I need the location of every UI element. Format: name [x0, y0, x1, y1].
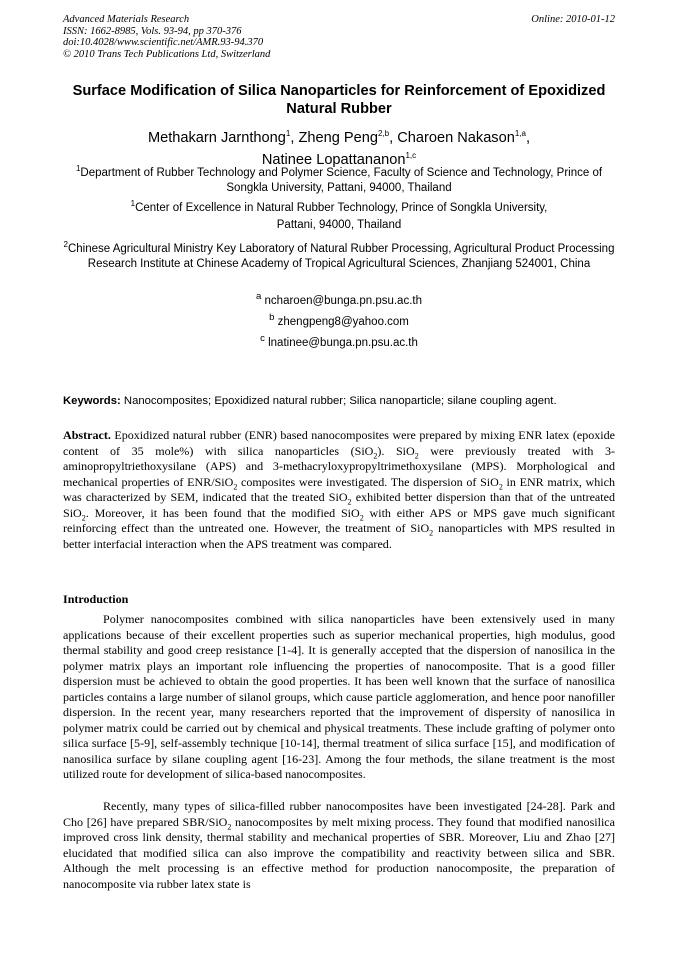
paragraph-text: nanocomposites by melt mixing process. They found that modified nanosilica improved cross link density, thermal stability and mechanical properties of SBR. Moreover, Liu and Zhao [27] elucidated that modified silica can also improve the compatibility and reactivity between silica and SBR. Although the melt processing is an effective method for production nanocomposite, the preparation of nanocomposite via rubber latex state is — [63, 814, 615, 891]
paragraph-text: Recently, many types of silica-filled rubber nanocomposites have been investigated [24-28]. Park and Cho [26] have prepared SBR/SiO — [63, 799, 615, 829]
issn-line: ISSN: 1662-8985, Vols. 93-94, pp 370-376 — [63, 25, 242, 37]
author-name: Methakarn Jarnthong — [147, 129, 286, 146]
author-name: Charoen Nakason — [397, 129, 515, 146]
affiliation-3 — [63, 237, 615, 273]
email-sup: a — [256, 291, 262, 302]
affiliation-text: Chinese Agricultural Ministry Key Laboratory of Natural Rubber Processing, Agricultural Product Processing Research Institute at Chinese Academy of Tropical Agricultural Sciences, Zhanjiang 524001, China — [67, 242, 615, 271]
email-b — [63, 311, 615, 329]
intro-paragraph-1: Polymer nanocomposites combined with silica nanoparticles have been extensively used in many applications because of their excellent properties such as superior mechanical properties, high modulus, good thermal stability and good creep resistance [1-4]. It is generally accepted that the dispersion of nanosilica in the polymer matrix plays an important role influencing the properties of nanocomposite. That is a good filler dispersion must be achieved to obtain the good properties. It has been well known that the surface of nanosilica particles contains a large number of silanol groups, which cause particle agglomeration, and hence poor nanofiller dispersion. In the recent year, many researchers reported that the improvement of dispersity of nanosilica in polymer matrix could be carried out by chemical and physical treatments. These include grafting of polymer onto silica surface [5-9], self-assembly technique [10-14], thermal treatment of silica surface [15], and modification of nanosilica surface by silane coupling agent [16-23]. Among the four methods, the silane treatment is the most utilized route for development of silica-based nanocomposites. — [63, 612, 615, 781]
affiliation-2-cont: Pattani, 94000, Thailand — [276, 219, 402, 231]
email-address[interactable]: ncharoen@bunga.pn.psu.ac.th — [264, 294, 422, 307]
abstract-label: Abstract. — [63, 428, 111, 442]
affiliation-sup: 1 — [75, 164, 81, 173]
subscript: 2 — [498, 481, 503, 491]
subscript: 2 — [359, 512, 364, 522]
keywords — [63, 394, 623, 408]
email-c — [63, 332, 615, 350]
author-list: Methakarn Jarnthong$^1$, Zheng Peng$^{2,b}$, Charoen Nakason$^{1,a}$, Natinee Lopattananon$^{1,c}$ — [147, 129, 531, 168]
affiliation-1 — [63, 161, 615, 197]
affiliation-2 — [63, 196, 615, 216]
abstract-text: nanoparticles with MPS resulted in better interfacial interaction when the APS treatment was compared. — [63, 521, 615, 551]
paper-title: Surface Modification of Silica Nanoparticles for Reinforcement of Epoxidized Natural Rubber — [72, 83, 606, 117]
abstract-text: composites were investigated. The dispersion of SiO — [237, 474, 499, 489]
intro-paragraph-2 — [63, 799, 615, 892]
keywords-text: Nanocomposites; Epoxidized natural rubber; Silica nanoparticle; silane coupling agent. — [123, 395, 557, 407]
affiliation-sup: 1 — [130, 199, 136, 208]
author-name: Zheng Peng — [298, 129, 378, 146]
subscript: 2 — [414, 450, 419, 460]
subscript: 2 — [429, 528, 434, 538]
author-sup: 1 — [285, 129, 291, 138]
subscript: 2 — [233, 481, 238, 491]
doi-line[interactable]: doi:10.4028/www.scientific.net/AMR.93-94.370 — [63, 37, 264, 48]
affiliation-sup: 2 — [63, 240, 68, 249]
copyright-line: © 2010 Trans Tech Publications Ltd, Switzerland — [63, 48, 271, 60]
subscript: 2 — [347, 497, 352, 507]
affiliation-text: Center of Excellence in Natural Rubber Technology, Prince of Songkla University, — [135, 201, 548, 214]
abstract-text: exhibited better dispersion than that of the untreated SiO — [63, 490, 615, 520]
author-sup: 1,a — [514, 129, 526, 138]
abstract-text: Epoxidized natural rubber (ENR) based nanocomposites were prepared by mixing ENR latex (epoxide content of 35 mole%) with silica nanoparticles (SiO — [63, 428, 615, 458]
abstract-text: with either APS or MPS gave much significant reinforcing effect than the untreated one. However, the treatment of SiO — [63, 505, 615, 535]
email-address[interactable]: lnatinee@bunga.pn.psu.ac.th — [268, 336, 418, 349]
email-address[interactable]: zhengpeng8@yahoo.com — [277, 315, 409, 328]
abstract-text: were previously treated with 3-aminopropyltriethoxysilane (APS) and 3-methacryloxypropyltrimethoxysilane (MPS). Morphological and mechanical properties of ENR/SiO — [63, 443, 615, 489]
online-date: Online: 2010-01-12 — [531, 14, 615, 25]
abstract-text: in ENR matrix, which was characterized by SEM, indicated that the treated SiO — [63, 474, 615, 504]
subscript: 2 — [227, 821, 232, 831]
journal-name: Advanced Materials Research — [63, 14, 190, 25]
keywords-label: Keywords: — [63, 395, 121, 407]
email-a — [63, 290, 615, 308]
abstract — [63, 428, 615, 552]
author-sup: 2,b — [377, 129, 390, 138]
author-sup: 1,c — [405, 150, 417, 160]
section-heading-introduction: Introduction — [63, 592, 129, 606]
journal-header — [63, 14, 615, 60]
abstract-text: . Moreover, it has been found that the modified SiO — [85, 505, 360, 520]
email-sup: b — [269, 312, 275, 323]
subscript: 2 — [373, 450, 378, 460]
affiliation-text: Department of Rubber Technology and Polymer Science, Faculty of Science and Technology, Prince of Songkla University, Pattani, 94000, Thailand — [80, 166, 603, 195]
abstract-text: ). SiO — [377, 443, 415, 458]
author-name: Natinee Lopattananon — [261, 151, 406, 168]
subscript: 2 — [81, 512, 86, 522]
email-sup: c — [260, 333, 265, 344]
